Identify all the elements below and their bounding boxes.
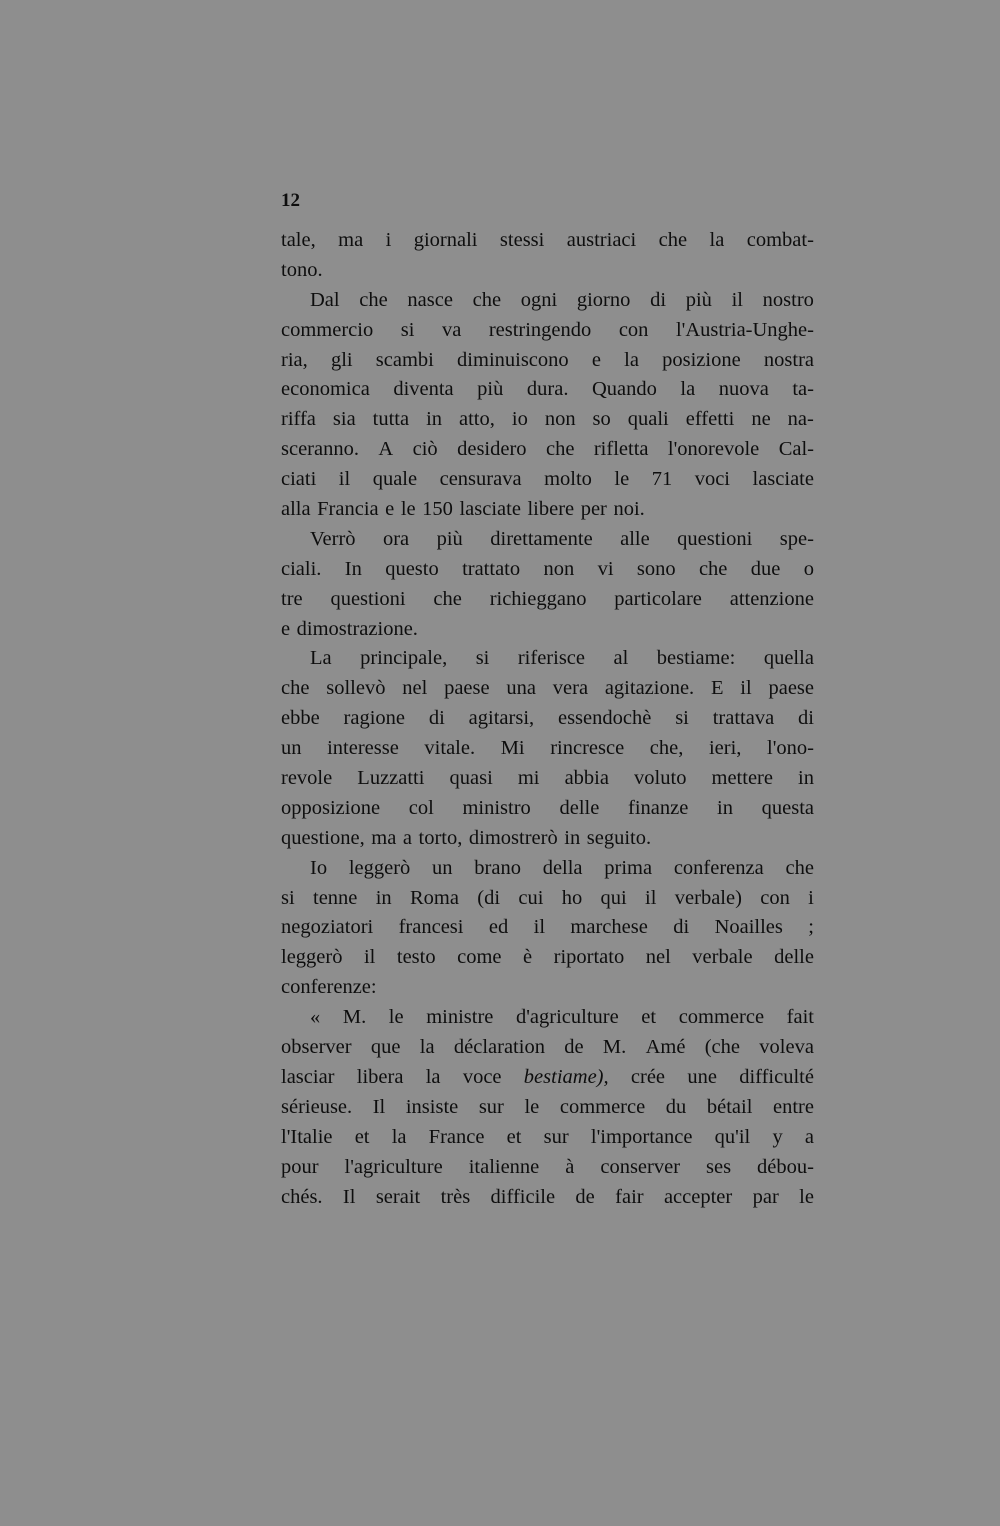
text-line: sérieuse. Il insiste sur le commerce du bétail entre xyxy=(281,1095,814,1118)
text-line: riffa sia tutta in atto, io non so quali effetti ne na- xyxy=(281,408,814,431)
text-line: Dal che nasce che ogni giorno di più il nostro xyxy=(310,288,814,311)
text-line: economica diventa più dura. Quando la nuova ta- xyxy=(281,378,814,401)
text-line: revole Luzzatti quasi mi abbia voluto mettere in xyxy=(281,767,814,790)
page-number: 12 xyxy=(281,190,300,211)
text-line: tale, ma i giornali stessi austriaci che la combat- xyxy=(281,229,814,251)
text-line: ciati il quale censurava molto le 71 voci lasciate xyxy=(281,468,814,491)
body-text xyxy=(281,226,814,1212)
text-line: Verrò ora più direttamente alle questioni spe- xyxy=(310,527,814,550)
text-line: ciali. In questo trattato non vi sono che due o xyxy=(281,557,814,580)
text-line: commercio si va restringendo con l'Austria-Unghe- xyxy=(281,318,814,341)
text-line: e dimostrazione. xyxy=(281,617,418,640)
text-line: alla Francia e le 150 lasciate libere per noi. xyxy=(281,498,645,521)
text-line: sceranno. A ciò desidero che rifletta l'onorevole Cal- xyxy=(281,438,814,461)
text-line: La principale, si riferisce al bestiame: quella xyxy=(310,647,814,670)
text-line: si tenne in Roma (di cui ho qui il verbale) con i xyxy=(281,886,814,909)
text-line: un interesse vitale. Mi rincresce che, ieri, l'ono- xyxy=(281,737,814,760)
text-line: negoziatori francesi ed il marchese di Noailles ; xyxy=(281,916,814,939)
text-line: ebbe ragione di agitarsi, essendochè si trattava di xyxy=(281,707,814,730)
text-line: tre questioni che richieggano particolare attenzione xyxy=(281,587,814,610)
text-line: ria, gli scambi diminuiscono e la posizione nostra xyxy=(281,348,814,371)
text-line: lasciar libera la voce bestiame), crée une difficulté xyxy=(281,1065,814,1088)
text-line: opposizione col ministro delle finanze in questa xyxy=(281,796,814,819)
text-line: chés. Il serait très difficile de fair accepter par le xyxy=(281,1185,814,1208)
text-line: observer que la déclaration de M. Amé (che voleva xyxy=(281,1036,814,1059)
text-line: « M. le ministre d'agriculture et commerce fait xyxy=(310,1006,814,1029)
text-line: l'Italie et la France et sur l'importance qu'il y a xyxy=(281,1125,814,1148)
text-line: conferenze: xyxy=(281,976,377,999)
text-line: tono. xyxy=(281,258,323,281)
text-line: questione, ma a torto, dimostrerò in seguito. xyxy=(281,826,652,849)
text-line: leggerò il testo come è riportato nel verbale delle xyxy=(281,946,814,969)
text-line: pour l'agriculture italienne à conserver ses débou- xyxy=(281,1155,814,1178)
text-line: che sollevò nel paese una vera agitazione. E il paese xyxy=(281,677,814,700)
text-line: Io leggerò un brano della prima conferenza che xyxy=(310,856,814,879)
